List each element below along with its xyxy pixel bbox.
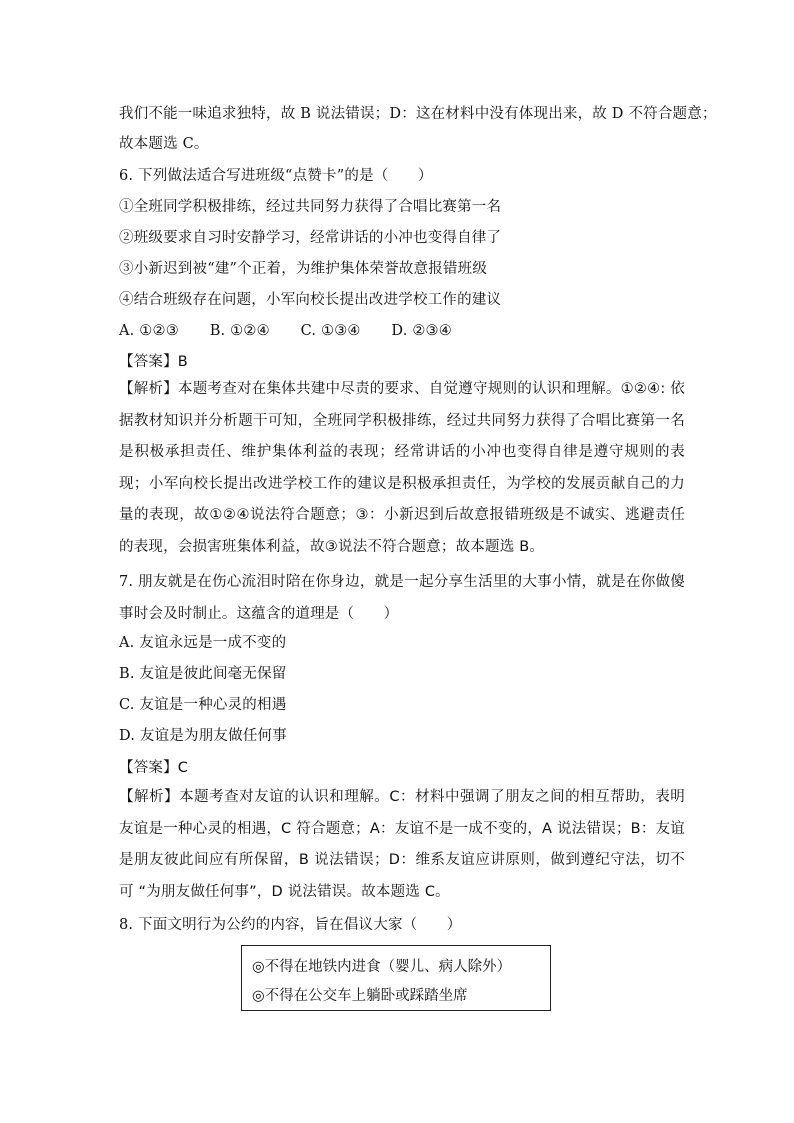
question-7-explanation: 【解析】本题考查对友谊的认识和理解。C：材料中强调了朋友之间的相互帮助，表明友谊是一种心灵的相遇，C 符合题意；A：友谊不是一成不变的，A 说法错误；B：友谊是朋友彼此间应有所保留，B 说法错误；D：维系友谊应讲原则，做到遵纪守法，切不可 “为朋友做任何事”，D 说法错误。故本题选 C。 xyxy=(119,789,685,900)
question-6-explanation: 【解析】本题考查对在集体共建中尽责的要求、自觉遵守规则的认识和理解。①②④: 依据教材知识并分析题干可知，全班同学积极排练，经过共同努力获得了合唱比赛第一名是积极承担责任、维护集体利益的表现；经常讲话的小冲也变得自律是遵守规则的表现；小军向校长提出改进学校工作的建议是积极承担责任，为学校的发展贡献自己的力量的表现，故①②④说法符合题意；③：小新迟到后故意报错班级是不诚实、逃避责任的表现，会损害班集体利益，故③说法不符合题意；故本题选 B。 xyxy=(119,381,685,555)
prev-explanation-line-1: 我们不能一味追求独特，故 B 说法错误；D：这在材料中没有体现出来，故 D 不符合题意； xyxy=(119,106,717,122)
question-6-option-a: A. ①②③ xyxy=(119,323,179,339)
question-7-option-d: D. 友谊是为朋友做任何事 xyxy=(119,728,287,744)
question-6-stem: 6. 下列做法适合写进班级“点赞卡”的是（ ） xyxy=(119,168,433,184)
civility-pact-rule-2: ◎不得在公交车上躺卧或踩踏坐席 xyxy=(252,988,468,1004)
question-8-stem: 8. 下面文明行为公约的内容，旨在倡议大家（ ） xyxy=(119,917,462,933)
civility-pact-rule-1: ◎不得在地铁内进食（婴儿、病人除外） xyxy=(252,959,512,975)
question-6-answer: 【答案】B xyxy=(119,354,188,370)
question-7-option-c: C. 友谊是一种心灵的相遇 xyxy=(119,697,287,713)
question-7-option-b: B. 友谊是彼此间毫无保留 xyxy=(119,666,287,682)
question-6-option-c: C. ①③④ xyxy=(300,323,361,339)
prev-explanation-line-2: 故本题选 C。 xyxy=(119,136,209,152)
question-6-item-1: ①全班同学积极排练，经过共同努力获得了合唱比赛第一名 xyxy=(119,199,502,215)
question-6-options xyxy=(119,321,478,341)
civility-pact-box xyxy=(241,945,551,1011)
question-7-stem: 7. 朋友就是在伤心流泪时陪在你身边，就是一起分享生活里的大事小情，就是在你做傻事时会及时制止。这蕴含的道理是（ ） xyxy=(119,574,685,622)
question-6-item-3: ③小新迟到被“建”个正着，为维护集体荣誉故意报错班级 xyxy=(119,261,488,277)
question-7-answer: 【答案】C xyxy=(119,760,189,776)
question-7-option-a: A. 友谊永远是一成不变的 xyxy=(119,635,287,651)
question-6-item-4: ④结合班级存在问题，小军向校长提出改进学校工作的建议 xyxy=(119,292,502,308)
question-6-option-b: B. ①②④ xyxy=(209,323,270,339)
question-6-item-2: ②班级要求自习时安静学习，经常讲话的小冲也变得自律了 xyxy=(119,230,502,246)
question-6-option-d: D. ②③④ xyxy=(391,323,452,339)
